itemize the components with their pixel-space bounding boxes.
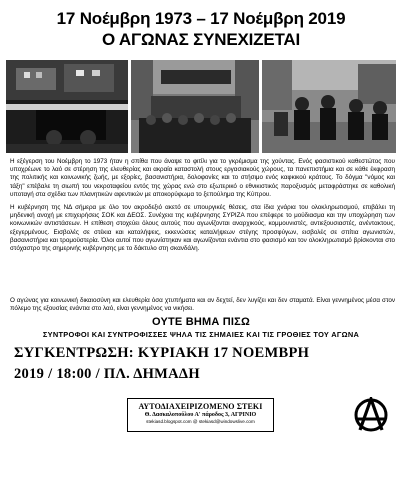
poster-title-dates: 17 Νοέμβρη 1973 – 17 Νοέμβρη 2019 <box>56 9 346 28</box>
poster-title-slogan: Ο ΑΓΩΝΑΣ ΣΥΝΕΧΙΖΕΤΑΙ <box>102 30 300 49</box>
polytechnic-tank-night-photo <box>6 60 128 153</box>
gathering-time-place: 2019 / 18:00 / ΠΛ. ΔΗΜΑΔΗ <box>14 366 200 382</box>
paragraph-struggle-continues: Ο αγώνας για κοινωνική δικαιοσύνη και ελευθερία όσα χτυπήματα και αν δεχτεί, δεν λυγίζει και δεν σταματά. Είναι γεννημένος μέσα στον πόλεμο της εξουσίας ενάντια στο λαό, είναι γεννημένος να νικήσει. <box>10 297 395 313</box>
slogan-subline: ΣΥΝΤΡΟΦΟΙ ΚΑΙ ΣΥΝΤΡΟΦΙΣΣΕΣ ΨΗΛΑ ΤΙΣ ΣΗΜΑΙΕΣ ΚΑΙ ΤΙΣ ΓΡΟΘΙΕΣ ΤΟΥ ΑΓΩΝΑ <box>42 330 360 339</box>
squat-links: stekiasd.blogspot.com @ stekiasd@windowslive.com <box>146 419 255 424</box>
riot-police-photo <box>262 60 396 153</box>
photo-strip <box>6 60 396 153</box>
slogan-headline: ΟΥΤΕ ΒΗΜΑ ΠΙΣΩ <box>152 316 250 328</box>
paragraph-government-attack: Η κυβέρνηση της ΝΔ σήμερα με όλο τον ακροδεξιό ακετό σε υπουργικές θέσεις, στα ίδια χνάρια του ολοκληρωτισμού, επιβάλει τη μηδενική ανοχή με επιχειρήσεις ΣΟΚ και ΔΕΟΣ. Συνέχεια της κυβέρνησης ΣΥΡΙΖΑ που επέφερε το μούδιασμα και την υποχώρηση των κοινωνικών αντιστάσεων. Η επίθεση στοχεύει όλους αυτούς που αγωνίζονται αναρχικούς, κομμουνιστές, αντιεξουσιαστές, ανέντακτους, εξεγερμένους. Εισβολές σε στέκια και καταλήψεις, εκκενώσεις καταλήψεων στέγης προσφύγων, εισβολές σε σπίτια αγωνιστών, βασανιστήρια και τρομοϋστερία. Όλοι αυτοί που αγωνίστηκαν και αγωνίζονται ενάντια στο φασισμό και τον ολοκληρωτισμό βρίσκονται στο στόχαστρο της σημερινής κυβέρνησης με το δάκτυλο στη σκανδάλη. <box>10 204 395 253</box>
gathering-date: ΣΥΓΚΕΝΤΡΩΣΗ: ΚΥΡΙΑΚΗ 17 ΝΟΕΜΒΡΗ <box>14 345 310 361</box>
protest-crowd-photo <box>131 60 259 153</box>
squat-name: ΑΥΤΟΔΙΑΧΕΙΡΙΖΟΜΕΝΟ ΣΤΕΚΙ <box>138 402 263 411</box>
paragraph-1973-uprising: Η εξέγερση του Νοέμβρη το 1973 ήταν η σπίθα που άναψε το φιτίλι για το γκρέμισμα της χούντας. Ενός φασιστικού καθεστώτος που υποχρέωνε το λαό σε στέρηση της ελευθερίας και ακραία καταστολή στους εργασιακούς χώρους, τα πανεπιστήμια και σε κάθε έκφραση της πολιτικής και κοινωνικής ζωής, με εξορίες, βασανιστήρια, δολοφονίες και το στήσιμο ενός καφκικού κράτους. Το δόγμα "νόμος και τάξη" επέβαλε τη σιωπή του νεκροταφείου εντός της χώρας ενώ στο εξωτερικό ο εθνικιστικός παροξυσμός μεταφράστηκε σε καθολική υποταγή στα σχέδια των πλανητικών αφεντικών με αποκορύφωμα το ξεπούλημα της Κύπρου. <box>10 158 395 198</box>
circle-a-anarchy-icon <box>353 397 389 433</box>
squat-address: Θ. Δασκαλοπούλου Α' πάροδος 3, ΑΓΡΙΝΙΟ <box>144 412 257 418</box>
squat-info-box <box>127 398 274 432</box>
